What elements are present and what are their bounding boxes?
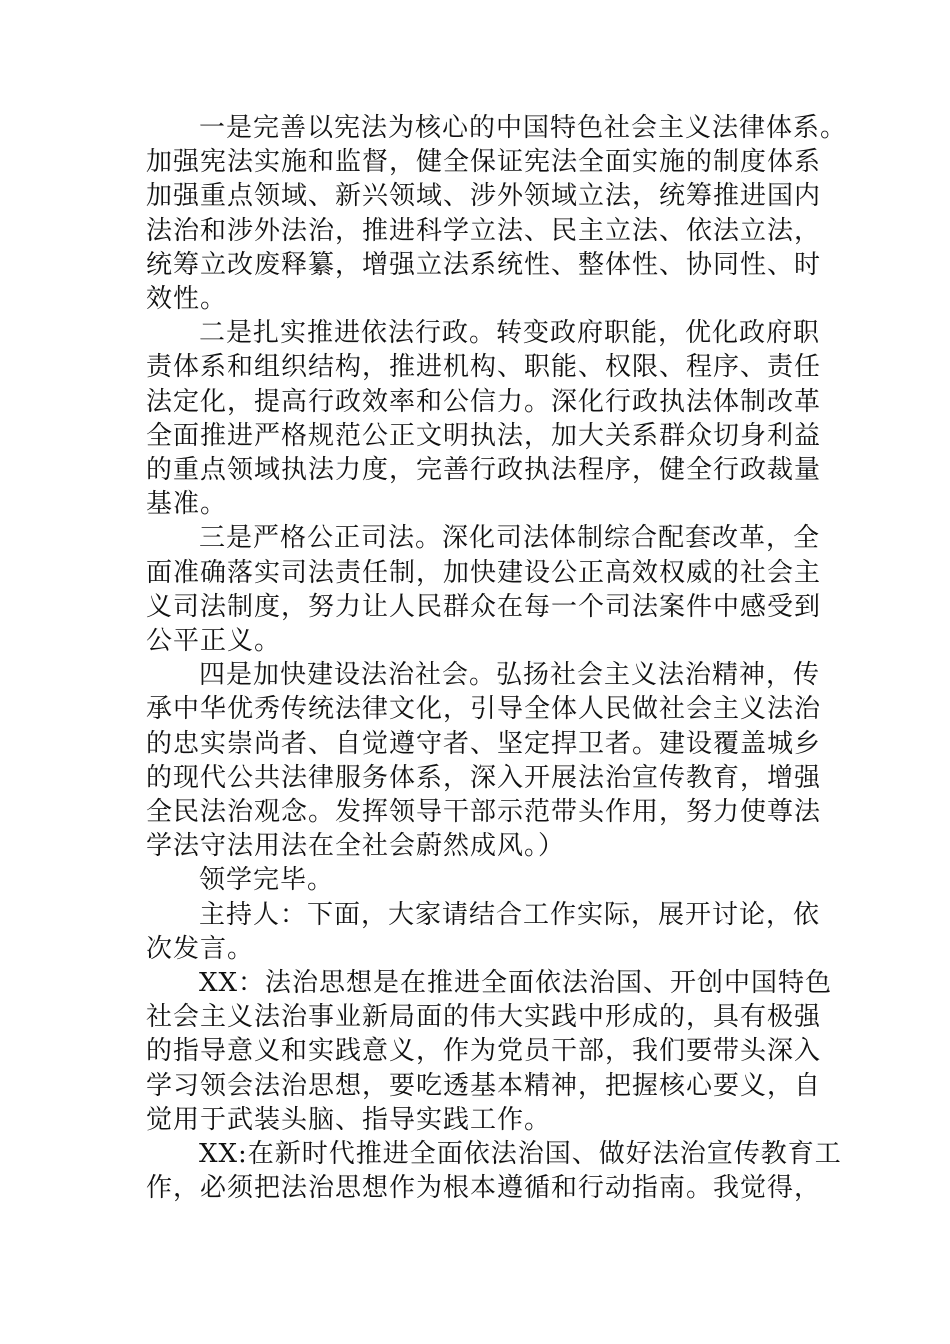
text-line: 效性。 — [146, 284, 228, 315]
text-line: 全面推进严格规范公正文明执法，加大关系群众切身利益 — [146, 420, 822, 451]
text-line: 加强宪法实施和监督，健全保证宪法全面实施的制度体系 — [146, 147, 822, 178]
text-line: 面准确落实司法责任制，加快建设公正高效权威的社会主 — [146, 557, 822, 588]
text-line: 义司法制度，努力让人民群众在每一个司法案件中感受到 — [146, 591, 822, 622]
document-body — [146, 111, 848, 1206]
text-line: 的重点领域执法力度，完善行政执法程序，健全行政裁量 — [146, 455, 822, 486]
text-line: 社会主义法治事业新局面的伟大实践中形成的，具有极强 — [146, 1002, 822, 1033]
text-line: 觉用于武装头脑、指导实践工作。 — [146, 1104, 552, 1135]
text-line: XX：法治思想是在推进全面依法治国、开创中国特色 — [199, 968, 833, 999]
paragraph-legal-system — [146, 111, 848, 316]
paragraph-rule-of-law-society — [146, 658, 822, 863]
text-line: 责体系和组织结构，推进机构、职能、权限、程序、责任 — [146, 352, 822, 383]
text-line: 的现代公共法律服务体系，深入开展法治宣传教育，增强 — [146, 762, 822, 793]
text-line: 统筹立改废释纂，增强立法系统性、整体性、协同性、时 — [146, 249, 822, 280]
paragraph-administration — [146, 316, 822, 521]
paragraph-speaker-two — [146, 1137, 842, 1205]
text-line: 的忠实崇尚者、自觉遵守者、坚定捍卫者。建设覆盖城乡 — [146, 728, 822, 759]
paragraph-justice — [146, 521, 822, 658]
paragraph-speaker-one — [146, 966, 833, 1137]
text-line: 一是完善以宪法为核心的中国特色社会主义法律体系。 — [199, 113, 848, 143]
text-line: 承中华优秀传统法律文化，引导全体人民做社会主义法治 — [146, 694, 822, 725]
text-line: 基准。 — [146, 489, 228, 520]
paragraph-reading-complete — [146, 863, 810, 897]
text-line: 二是扎实推进依法行政。转变政府职能，优化政府职 — [199, 318, 821, 349]
text-line: 领学完毕。 — [199, 865, 335, 896]
text-line: 公平正义。 — [146, 626, 282, 657]
text-line: 学习领会法治思想，要吃透基本精神，把握核心要义，自 — [146, 1070, 822, 1101]
text-line: 次发言。 — [146, 933, 255, 964]
text-line: 法治和涉外法治，推进科学立法、民主立法、依法立法， — [146, 215, 822, 246]
text-line: 加强重点领域、新兴领域、涉外领域立法，统筹推进国内 — [146, 181, 822, 212]
text-line: 主持人：下面，大家请结合工作实际，展开讨论，依 — [199, 899, 821, 930]
text-line: 全民法治观念。发挥领导干部示范带头作用，努力使尊法 — [146, 797, 822, 828]
text-line: 的指导意义和实践意义，作为党员干部，我们要带头深入 — [146, 1036, 822, 1067]
paragraph-host-remarks — [146, 898, 821, 966]
text-line: XX:在新时代推进全面依法治国、做好法治宣传教育工 — [199, 1139, 842, 1170]
text-line: 三是严格公正司法。深化司法体制综合配套改革，全 — [199, 523, 821, 554]
text-line: 四是加快建设法治社会。弘扬社会主义法治精神，传 — [199, 660, 821, 691]
text-line: 作，必须把法治思想作为根本遵循和行动指南。我觉得， — [146, 1173, 822, 1204]
text-line: 学法守法用法在全社会蔚然成风。） — [146, 831, 566, 862]
text-line: 法定化，提高行政效率和公信力。深化行政执法体制改革 — [146, 386, 822, 417]
